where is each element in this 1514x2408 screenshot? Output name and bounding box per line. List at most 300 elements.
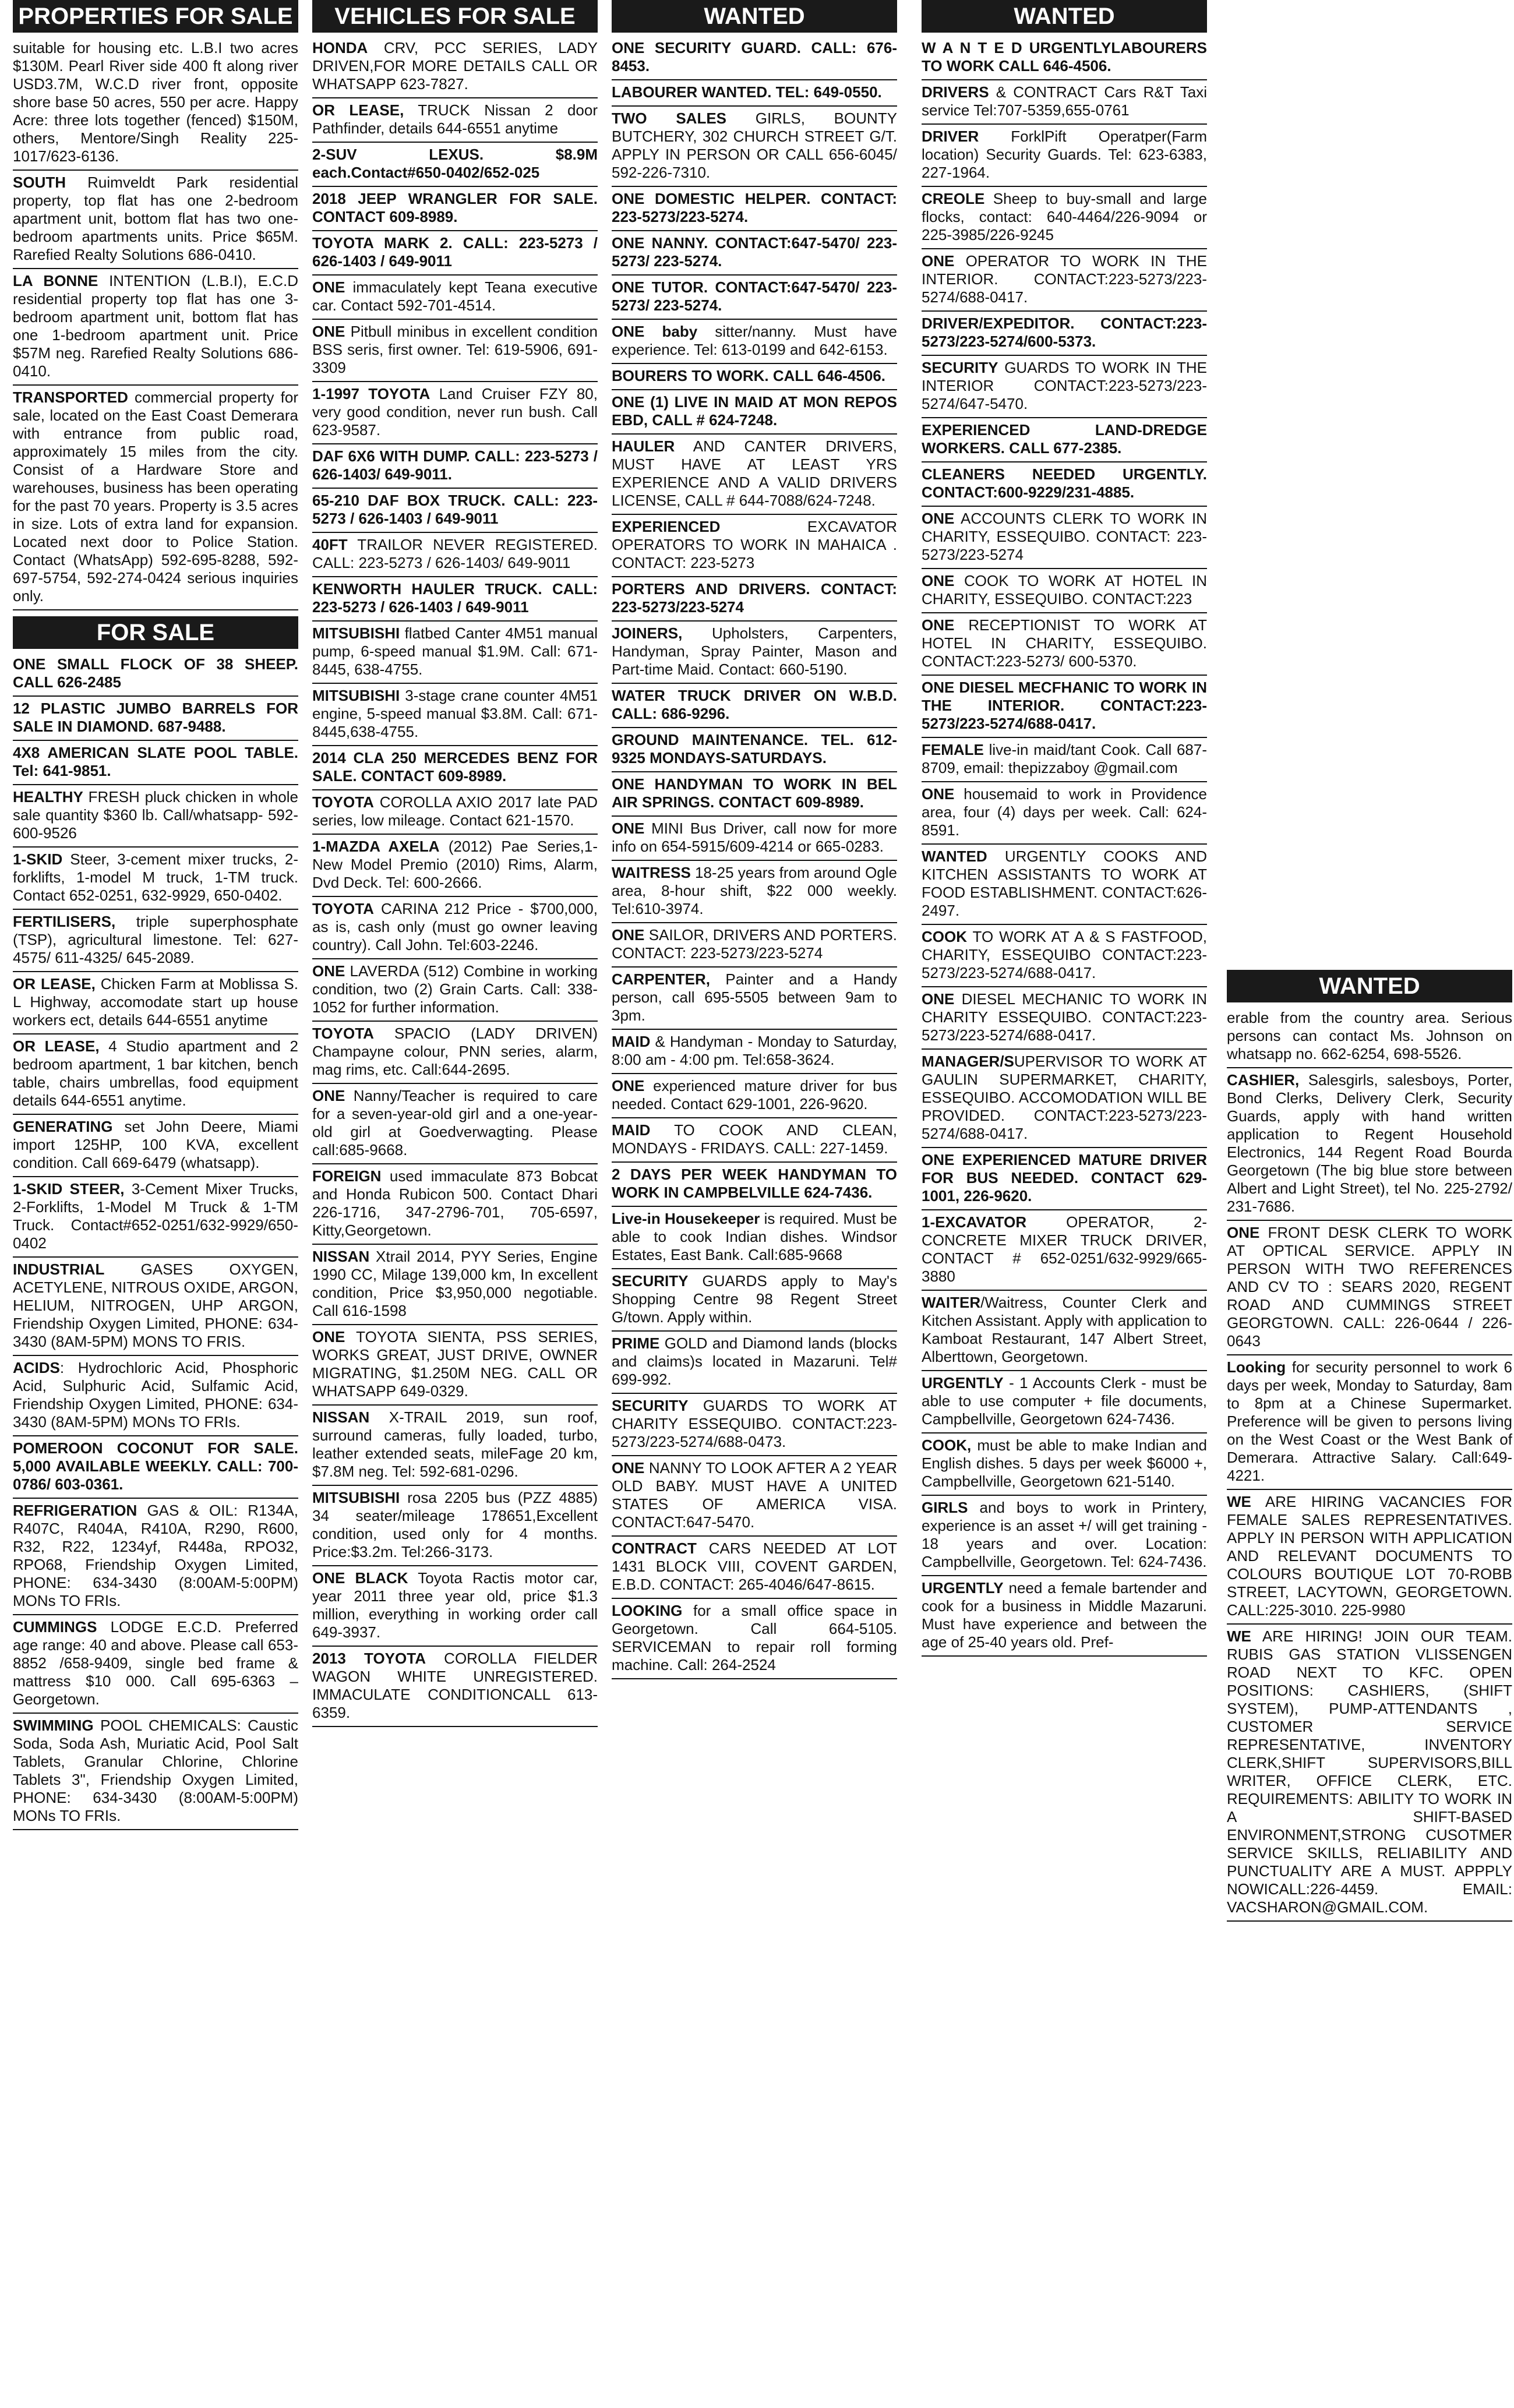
ad-body: SAILOR, DRIVERS AND PORTERS. CONTACT: 223-5273/223-5274 xyxy=(612,926,897,962)
column-4 xyxy=(919,0,1209,2408)
ad-lead: CONTRACT xyxy=(612,1540,697,1557)
classified-ad xyxy=(612,1269,897,1332)
ad-body: Ruimveldt Park residential property, top flat has one 2-bedroom apartment unit, bottom flat has two one-bedroom apartments units. Price $65M. Rarefied Realty Solutions 686-0410. xyxy=(13,174,298,263)
classified-ad xyxy=(922,312,1207,356)
ad-body: CRV, PCC SERIES, LADY DRIVEN,FOR MORE DETAILS CALL OR WHATSAPP 623-7827. xyxy=(312,39,598,93)
ad-body: rosa 2205 bus (PZZ 4885) 34 seater/mileage 178651,Excellent condition, used only for 4 months. Price:$3.2m. Tel:266-3173. xyxy=(312,1489,598,1560)
classified-ad xyxy=(612,1394,897,1456)
section-gap xyxy=(13,610,298,616)
ad-lead: 1-SKID STEER, xyxy=(13,1180,125,1198)
classified-ad xyxy=(922,1148,1207,1210)
classified-ad xyxy=(922,418,1207,462)
classified-ad xyxy=(312,143,598,187)
classified-ad xyxy=(922,462,1207,507)
ad-lead: ONE xyxy=(312,1328,345,1346)
classified-ad xyxy=(13,1436,298,1499)
classified-ad xyxy=(612,622,897,684)
ad-lead: WATER TRUCK DRIVER ON W.B.D. CALL: 686-9296. xyxy=(612,687,897,722)
classified-ad xyxy=(612,1456,897,1537)
ad-body: ACCOUNTS CLERK TO WORK IN CHARITY, ESSEQUIBO. CONTACT: 223-5273/223-5274 xyxy=(922,510,1207,563)
ad-body: : Hydrochloric Acid, Phosphoric Acid, Sulphuric Acid, Sulfamic Acid, Friendship Oxygen Limited, PHONE: 634-3430 (8AM-5PM) MONs TO FRIs. xyxy=(13,1359,298,1431)
ad-body: POOL CHEMICALS: Caustic Soda, Soda Ash, Muriatic Acid, Pool Salt Tablets, Granular Chlorine, Chlorine Tablets 3", Friendship Oxygen Limited, PHONE: 634-3430 (8:00AM-5:00PM) MONs TO FRIs. xyxy=(13,1717,298,1824)
classified-ad xyxy=(13,741,298,785)
ad-body: NANNY TO LOOK AFTER A 2 YEAR OLD BABY. MUST HAVE A UNITED STATES OF AMERICA VISA. CONTACT:647-5470. xyxy=(612,1459,897,1531)
ad-body: Painter and a Handy person, call 695-5505 between 9am to 3pm. xyxy=(612,970,897,1024)
classified-ad xyxy=(312,489,598,533)
ad-lead: 65-210 DAF BOX TRUCK. CALL: 223-5273 / 626-1403 / 649-9011 xyxy=(312,492,598,527)
ad-lead: ONE xyxy=(922,616,955,634)
ad-body: is required. Must be able to cook Indian dishes. Windsor Estates, East Bank. Call:685-9668 xyxy=(612,1210,897,1263)
ad-lead: ONE DIESEL MECFHANIC TO WORK IN THE INTERIOR. CONTACT:223-5273/223-5274/688-0417. xyxy=(922,679,1207,732)
ad-lead: TOYOTA MARK 2. CALL: 223-5273 / 626-1403 / 649-9011 xyxy=(312,234,598,270)
ad-lead: EXPERIENCED LAND-DREDGE WORKERS. CALL 677-2385. xyxy=(922,421,1207,457)
ad-lead: JOINERS, xyxy=(612,624,683,642)
classified-ad xyxy=(612,1599,897,1679)
classified-ad xyxy=(312,746,598,790)
ad-body: used immaculate 873 Bobcat and Honda Rubicon 500. Contact Dhari 226-1716, 347-2796-701, 705-6597, Kitty,Georgetown. xyxy=(312,1167,598,1239)
ad-lead: HAULER xyxy=(612,437,675,455)
classified-ad xyxy=(612,772,897,817)
classified-ad xyxy=(312,959,598,1022)
classified-ad xyxy=(312,835,598,897)
column-2 xyxy=(310,0,600,2408)
classified-ad xyxy=(1227,1355,1512,1490)
ad-lead: LOOKING xyxy=(612,1602,683,1619)
ad-body: GUARDS TO WORK AT CHARITY ESSEQUIBO. CONTACT:223-5273/223-5274/688-0473. xyxy=(612,1397,897,1450)
classified-ad xyxy=(13,910,298,972)
ad-lead: OR LEASE, xyxy=(312,101,404,119)
ad-body: TRUCK Nissan 2 door Pathfinder, details 644-6551 anytime xyxy=(312,101,598,137)
ad-body: GOLD and Diamond lands (blocks and claims)s located in Mazaruni. Tel# 699-992. xyxy=(612,1334,897,1388)
section-heading: WANTED xyxy=(922,0,1207,33)
classified-ad xyxy=(312,684,598,746)
classified-ad xyxy=(312,1566,598,1647)
ad-lead: ONE BLACK xyxy=(312,1569,408,1587)
classified-ad xyxy=(612,320,897,364)
classified-ad xyxy=(312,1406,598,1486)
column-1 xyxy=(10,0,301,2408)
ad-lead: PRIME xyxy=(612,1334,660,1352)
ad-lead: HEALTHY xyxy=(13,788,83,806)
section-heading: PROPERTIES FOR SALE xyxy=(13,0,298,33)
classified-ad xyxy=(922,1291,1207,1371)
classified-ad xyxy=(612,435,897,515)
ad-lead: LABOURER WANTED. TEL: 649-0550. xyxy=(612,83,882,101)
section-heading: WANTED xyxy=(1227,970,1512,1002)
classified-ad xyxy=(13,1115,298,1177)
ad-lead: ONE xyxy=(1227,1224,1260,1241)
classified-ad xyxy=(312,897,598,959)
ad-body: Upholsters, Carpenters, Handyman, Spray Painter, Mason and Part-time Maid. Contact: 660-5190. xyxy=(612,624,897,678)
ad-lead: GROUND MAINTENANCE. TEL. 612-9325 MONDAYS-SATURDAYS. xyxy=(612,731,897,767)
ad-body: URGENTLY COOKS AND KITCHEN ASSISTANTS TO WORK AT FOOD ESTABLISHMENT. CONTACT:626-2497. xyxy=(922,848,1207,919)
classified-ad xyxy=(13,1356,298,1436)
classified-ad xyxy=(1227,1490,1512,1625)
ad-body: X-TRAIL 2019, sun roof, surround cameras, fully loaded, turbo, leather extended seats, mileFage 20 km, $7.8M neg. Tel: 592-681-0296. xyxy=(312,1408,598,1480)
classified-ad xyxy=(312,36,598,98)
ad-body: GASES OXYGEN, ACETYLENE, NITROUS OXIDE, ARGON, HELIUM, NITROGEN, UHP ARGON, Friendship Oxygen Limited, PHONE: 634-3430 (8AM-5PM) MONS TO FRIS. xyxy=(13,1261,298,1350)
classified-ad xyxy=(612,684,897,728)
ad-lead: SWIMMING xyxy=(13,1717,94,1734)
ad-body: RECEPTIONIST TO WORK AT HOTEL IN CHARITY, ESSEQUIBO. CONTACT:223-5273/ 600-5370. xyxy=(922,616,1207,670)
classified-ad xyxy=(922,782,1207,845)
ad-body: GUARDS TO WORK IN THE INTERIOR CONTACT:223-5273/223-5274/647-5470. xyxy=(922,359,1207,412)
section-heading: FOR SALE xyxy=(13,616,298,649)
classified-ad xyxy=(1227,1006,1512,1068)
ad-body: live-in maid/tant Cook. Call 687-8709, email: thepizzaboy @gmail.com xyxy=(922,741,1207,776)
ad-lead: 1-1997 TOYOTA xyxy=(312,385,430,402)
classified-ad xyxy=(612,577,897,622)
ad-lead: DRIVERS xyxy=(922,83,989,101)
classified-ad xyxy=(312,320,598,382)
ad-body: LODGE E.C.D. Preferred age range: 40 and above. Please call 653-8852 /658-9409, single bed frame & mattress $10 000. Call 695-6363 – Georgetown. xyxy=(13,1618,298,1708)
ad-body: FRESH pluck chicken in whole sale quantity $360 lb. Call/whatsapp- 592-600-9526 xyxy=(13,788,298,842)
ad-body: 3-stage crane counter 4M51 engine, 5-speed manual $3.8M. Call: 671-8445,638-4755. xyxy=(312,687,598,740)
classified-ad xyxy=(612,80,897,107)
ad-lead: ONE xyxy=(612,820,645,837)
ad-lead: ONE SMALL FLOCK OF 38 SHEEP. CALL 626-2485 xyxy=(13,655,298,691)
classified-ad xyxy=(612,1332,897,1394)
column-5-blank-space xyxy=(1227,0,1512,970)
ad-lead: DRIVER/EXPEDITOR. CONTACT:223-5273/223-5274/600-5373. xyxy=(922,315,1207,350)
classified-ad xyxy=(612,817,897,861)
classified-ad xyxy=(312,444,598,489)
ad-lead: SECURITY xyxy=(612,1397,689,1414)
ad-lead: URGENTLY xyxy=(922,1579,1004,1597)
ad-body: OPERATOR, 2- CONCRETE MIXER TRUCK DRIVER, CONTACT # 652-0251/632-9929/665-3880 xyxy=(922,1213,1207,1285)
ad-body: & CONTRACT Cars R&T Taxi service Tel:707-5359,655-0761 xyxy=(922,83,1207,119)
classified-ad xyxy=(312,276,598,320)
ad-body: TO WORK AT A & S FASTFOOD, CHARITY, ESSEQUIBO CONTACT:223-5273/223-5274/688-0417. xyxy=(922,928,1207,981)
classified-ad xyxy=(312,1164,598,1245)
ad-lead: SECURITY xyxy=(922,359,998,376)
classified-ad xyxy=(922,676,1207,738)
section-gap xyxy=(612,1679,897,1685)
classified-ad xyxy=(612,1537,897,1599)
classified-ad xyxy=(312,98,598,143)
classified-ad xyxy=(922,1496,1207,1576)
classified-ad xyxy=(312,187,598,231)
ad-lead: MITSUBISHI xyxy=(312,687,400,704)
ad-lead: 1-EXCAVATOR xyxy=(922,1213,1027,1231)
classified-ad xyxy=(13,1499,298,1615)
ad-lead: 12 PLASTIC JUMBO BARRELS FOR SALE IN DIAMOND. 687-9488. xyxy=(13,700,298,735)
ad-lead: TWO SALES xyxy=(612,110,727,127)
ad-body: GAS & OIL: R134A, R407C, R404A, R410A, R290, R600, R32, R22, 1234yf, R448a, RPO32, RPO68, Friendship Oxygen Limited, PHONE: 634-3430 (8:00AM-5:00PM) MONs TO FRIs. xyxy=(13,1502,298,1609)
ad-lead: OR LEASE, xyxy=(13,1037,100,1055)
classified-ad xyxy=(922,125,1207,187)
ad-body: need a female bartender and cook for a business in Middle Mazaruni. Must have experience and between the age of 25-40 years old. Pref- xyxy=(922,1579,1207,1651)
classified-ad xyxy=(612,36,897,80)
ad-body: CARS NEEDED AT LOT 1431 BLOCK VIII, COVENT GARDEN, E.B.D. CONTACT: 265-4046/647-8615. xyxy=(612,1540,897,1593)
ad-body: TRAILOR NEVER REGISTERED. CALL: 223-5273 / 626-1403/ 649-9011 xyxy=(312,536,598,571)
ad-body: LAVERDA (512) Combine in working condition, two (2) Grain Carts. Call: 338-1052 for further information. xyxy=(312,962,598,1016)
classified-ad xyxy=(13,1714,298,1830)
ad-body: 4 Studio apartment and 2 bedroom apartment, 1 bar kitchen, bench table, chairs umbrellas, food equipment details 644-6551 anytime. xyxy=(13,1037,298,1109)
classified-ad xyxy=(612,231,897,276)
section-gap xyxy=(1227,1922,1512,1927)
classified-ad xyxy=(922,845,1207,925)
ad-body: ForklPift Operatper(Farm location) Security Guards. Tel: 623-6383, 227-1964. xyxy=(922,128,1207,181)
ad-lead: OR LEASE, xyxy=(13,975,96,993)
ad-lead: ONE baby xyxy=(612,323,698,340)
ad-body: CARINA 212 Price - $700,000, as is, cash only (must go owner leaving country). Call John. Tel:603-2246. xyxy=(312,900,598,954)
ad-lead: 2018 JEEP WRANGLER FOR SALE. CONTACT 609-8989. xyxy=(312,190,598,225)
classified-ad xyxy=(612,1030,897,1074)
ad-lead: POMEROON COCONUT FOR SALE. 5,000 AVAILABLE WEEKLY. CALL: 700-0786/ 603-0361. xyxy=(13,1439,298,1493)
ad-lead: CREOLE xyxy=(922,190,985,207)
ad-lead: ACIDS xyxy=(13,1359,60,1376)
ad-lead: TOYOTA xyxy=(312,900,374,917)
ad-lead: URGENTLY xyxy=(922,1374,1004,1392)
classified-ad xyxy=(922,1576,1207,1657)
ad-body: Xtrail 2014, PYY Series, Engine 1990 CC, Milage 139,000 km, In excellent condition, Price $3,950,000 negotiable. Call 616-1598 xyxy=(312,1248,598,1319)
ad-lead: NISSAN xyxy=(312,1408,370,1426)
classified-ad xyxy=(312,1245,598,1325)
ad-lead: ONE xyxy=(612,1459,645,1477)
section-gap xyxy=(922,1657,1207,1662)
classified-ad xyxy=(13,269,298,386)
ad-body: (2012) Pae Series,1- New Model Premio (2010) Rims, Alarm, Dvd Deck. Tel: 600-2666. xyxy=(312,838,598,891)
classified-ad xyxy=(612,1118,897,1163)
classified-ad xyxy=(312,577,598,622)
ad-lead: SECURITY xyxy=(612,1272,689,1290)
ad-lead: ONE xyxy=(922,990,955,1008)
classified-ad xyxy=(612,1207,897,1269)
ad-lead: WAITER xyxy=(922,1294,981,1311)
classified-ad xyxy=(13,785,298,848)
classified-ad xyxy=(312,790,598,835)
classified-ad xyxy=(13,36,298,171)
ad-lead: MITSUBISHI xyxy=(312,1489,400,1506)
ad-body: AND CANTER DRIVERS, MUST HAVE AT LEAST YRS EXPERIENCE AND A VALID DRIVERS LICENSE, CALL # 644-7088/624-7248. xyxy=(612,437,897,509)
ad-body: must be able to make Indian and English dishes. 5 days per week $6000 +, Campbellville, Georgetown 621-5140. xyxy=(922,1436,1207,1490)
ad-body: COOK TO WORK AT HOTEL IN CHARITY, ESSEQUIBO. CONTACT:223 xyxy=(922,572,1207,608)
classified-ad xyxy=(922,613,1207,676)
classified-ad xyxy=(612,276,897,320)
ad-body: commercial property for sale, located on the East Coast Demerara with entrance from public road, approximately 15 miles from the city. Consist of a Hardware Store and warehouses, business has been operating for the past 70 years. Property is 3.5 acres in size. Lots of extra land for expansion. Located next door to Police Station. Contact (WhatsApp) 592-695-8288, 592-697-5754, 592-274-0424 serious inquiries only. xyxy=(13,389,298,605)
ad-body: Salesgirls, salesboys, Porter, Bond Clerks, Delivery Clerk, Security Guards, apply with hand written application to Regent Household Electronics, 144 Regent Road Bourda Georgetown (The big blue store between Albert and Light Street), tel No. 225-2792/ 231-7686. xyxy=(1227,1071,1512,1215)
ad-body: Nanny/Teacher is required to care for a seven-year-old girl and a one-year-old girl at Goedverwagting. Please call:685-9668. xyxy=(312,1087,598,1159)
ad-lead: MANAGER/S xyxy=(922,1053,1014,1070)
ad-lead: MITSUBISHI xyxy=(312,624,400,642)
ad-lead: WE xyxy=(1227,1493,1251,1510)
classified-ad xyxy=(312,1647,598,1727)
ad-lead: 2014 CLA 250 MERCEDES BENZ FOR SALE. CONTACT 609-8989. xyxy=(312,749,598,785)
ad-body: experienced mature driver for bus needed. Contact 629-1001, 226-9620. xyxy=(612,1077,897,1113)
ad-lead: Live-in Housekeeper xyxy=(612,1210,760,1227)
classified-ad xyxy=(1227,1068,1512,1221)
classified-ad xyxy=(922,80,1207,125)
ad-lead: CASHIER, xyxy=(1227,1071,1300,1089)
ad-lead: ONE (1) LIVE IN MAID AT MON REPOS EBD, CALL # 624-7248. xyxy=(612,393,897,429)
ad-lead: 1-MAZDA AXELA xyxy=(312,838,440,855)
ad-body: suitable for housing etc. L.B.I two acres $130M. Pearl River side 400 ft along river USD3.7M, W.C.D river front, opposite shore base 50 acres, 550 per acre. Happy Acre: three lots together (fenced) $150M, others, Mentore/Singh Reality 225-1017/623-6136. xyxy=(13,39,298,165)
ad-lead: KENWORTH HAULER TRUCK. CALL: 223-5273 / 626-1403 / 649-9011 xyxy=(312,580,598,616)
ad-lead: MAID xyxy=(612,1033,651,1050)
ad-lead: INDUSTRIAL xyxy=(13,1261,105,1278)
ad-body: TOYOTA SIENTA, PSS SERIES, WORKS GREAT, JUST DRIVE, OWNER MIGRATING, $1.250M NEG. CALL OR WHATSAPP 649-0329. xyxy=(312,1328,598,1400)
ad-lead: EXPERIENCED xyxy=(612,518,721,535)
ad-body: MINI Bus Driver, call now for more info on 654-5915/609-4214 or 665-0283. xyxy=(612,820,897,855)
classified-ad xyxy=(13,171,298,269)
classified-ad xyxy=(922,507,1207,569)
classified-ad xyxy=(312,1022,598,1084)
ad-lead: FERTILISERS, xyxy=(13,913,116,930)
classified-ad xyxy=(312,533,598,577)
classified-ad xyxy=(612,1163,897,1207)
ad-body: ARE HIRING VACANCIES FOR FEMALE SALES REPRESENTATIVES. APPLY IN PERSON WITH APPLICATION AND RELEVANT DOCUMENTS TO COLOURS BOUTIQUE LOT 70-ROBB STREET, LACYTOWN, GEORGETOWN. CALL:225-3010. 225-9980 xyxy=(1227,1493,1512,1619)
classified-ad xyxy=(13,972,298,1034)
classified-ad xyxy=(922,36,1207,80)
classified-ad xyxy=(1227,1625,1512,1922)
ad-body: COROLLA AXIO 2017 late PAD series, low mileage. Contact 621-1570. xyxy=(312,793,598,829)
classified-ad xyxy=(922,356,1207,418)
ad-body: FRONT DESK CLERK TO WORK AT OPTICAL SERVICE. APPLY IN PERSON WITH TWO REFERENCES AND CV TO : SEARS 2020, REGENT ROAD AND CUMMINGS STREET GEORGTOWN. CALL: 226-0644 / 226-0643 xyxy=(1227,1224,1512,1350)
classified-ad xyxy=(1227,1221,1512,1355)
ad-lead: ONE NANNY. CONTACT:647-5470/ 223-5273/ 223-5274. xyxy=(612,234,897,270)
ad-lead: COOK, xyxy=(922,1436,972,1454)
ad-lead: ONE TUTOR. CONTACT:647-5470/ 223-5273/ 223-5274. xyxy=(612,278,897,314)
classified-ad xyxy=(312,1486,598,1566)
ad-lead: GIRLS xyxy=(922,1499,968,1516)
ad-lead: CUMMINGS xyxy=(13,1618,97,1636)
ad-lead: WAITRESS xyxy=(612,864,691,881)
classified-ad xyxy=(612,187,897,231)
classified-ad xyxy=(922,1050,1207,1148)
classified-ad xyxy=(312,231,598,276)
ad-lead: WANTED xyxy=(922,848,987,865)
ad-lead: WE xyxy=(1227,1627,1251,1645)
ad-body: & Handyman - Monday to Saturday, 8:00 am - 4:00 pm. Tel:658-3624. xyxy=(612,1033,897,1068)
classified-ad xyxy=(922,187,1207,249)
ad-lead: CLEANERS NEEDED URGENTLY. CONTACT:600-9229/231-4885. xyxy=(922,465,1207,501)
ad-body: Land Cruiser FZY 80, very good condition, never run bush. Call 623-9587. xyxy=(312,385,598,439)
ad-body: UPERVISOR TO WORK AT GAULIN SUPERMARKET, CHARITY, ESSEQUIBO. ACCOMODATION WILL BE PROVIDED. CONTACT:223-5273/223-5274/688-0417. xyxy=(922,1053,1207,1142)
ad-body: - 1 Accounts Clerk - must be able to use computer + file documents, Campbellville, Georgetown 624-7436. xyxy=(922,1374,1207,1428)
classified-ad xyxy=(612,390,897,435)
ad-lead: 2-SUV LEXUS. $8.9M each.Contact#650-0402/652-025 xyxy=(312,146,598,181)
ad-lead: CARPENTER, xyxy=(612,970,711,988)
ad-body: Chicken Farm at Moblissa S. L Highway, accomodate start up house workers ect, details 644-6551 anytime xyxy=(13,975,298,1029)
ad-body: GUARDS apply to May's Shopping Centre 98 Regent Street G/town. Apply within. xyxy=(612,1272,897,1326)
classified-ad xyxy=(922,987,1207,1050)
ad-lead: 40FT xyxy=(312,536,348,553)
ad-body: Toyota Ractis motor car, year 2011 three year old, price $1.3 million, everything in working order call 649-3937. xyxy=(312,1569,598,1641)
ad-lead: ONE DOMESTIC HELPER. CONTACT: 223-5273/223-5274. xyxy=(612,190,897,225)
classified-ad xyxy=(922,925,1207,987)
ad-body: triple superphosphate (TSP), agricultural limestone. Tel: 627-4575/ 611-4325/ 645-2089. xyxy=(13,913,298,966)
ad-body: Pitbull minibus in excellent condition BSS seris, first owner. Tel: 619-5906, 691-3309 xyxy=(312,323,598,376)
classified-ad xyxy=(312,622,598,684)
ad-lead: ONE EXPERIENCED MATURE DRIVER FOR BUS NEEDED. CONTACT 629-1001, 226-9620. xyxy=(922,1151,1207,1205)
ad-lead: ONE xyxy=(312,1087,345,1104)
ad-body: GIRLS, BOUNTY BUTCHERY, 302 CHURCH STREET G/T. APPLY IN PERSON OR CALL 656-6045/ 592-226-7310. xyxy=(612,110,897,181)
ad-body: COROLLA FIELDER WAGON WHITE UNREGISTERED. IMMACULATE CONDITIONCALL 613-6359. xyxy=(312,1650,598,1721)
column-3 xyxy=(609,0,899,2408)
ad-lead: ONE xyxy=(922,510,955,527)
ad-lead: DRIVER xyxy=(922,128,979,145)
classified-ad xyxy=(612,515,897,577)
section-heading: VEHICLES FOR SALE xyxy=(312,0,598,33)
classified-ad xyxy=(13,848,298,910)
classified-ad xyxy=(13,1177,298,1258)
ad-lead: LA BONNE xyxy=(13,272,98,289)
ad-body: 18-25 years from around Ogle area, 8-hour shift, $22 000 weekly. Tel:610-3974. xyxy=(612,864,897,917)
ad-lead: NISSAN xyxy=(312,1248,370,1265)
ad-lead: Looking xyxy=(1227,1358,1286,1376)
ad-lead: COOK xyxy=(922,928,967,945)
classified-ad xyxy=(922,249,1207,312)
ad-body: EXCAVATOR OPERATORS TO WORK IN MAHAICA . CONTACT: 223-5273 xyxy=(612,518,897,571)
ad-lead: ONE xyxy=(312,962,345,980)
classified-ad xyxy=(13,1615,298,1714)
classified-ad xyxy=(922,1210,1207,1291)
ad-body: 3-Cement Mixer Trucks, 2-Forklifts, 1-Model M Truck & 1-TM Truck. Contact#652-0251/632-9929/650-0402 xyxy=(13,1180,298,1252)
ad-lead: TRANSPORTED xyxy=(13,389,128,406)
ad-body: set John Deere, Miami import 125HP, 100 KVA, excellent condition. Call 669-6479 (whatsapp). xyxy=(13,1118,298,1171)
ad-body: erable from the country area. Serious persons can contact Ms. Johnson on whatsapp no. 662-6254, 698-5526. xyxy=(1227,1009,1512,1062)
classified-ad xyxy=(312,1325,598,1406)
ad-body: TO COOK AND CLEAN, MONDAYS - FRIDAYS. CALL: 227-1459. xyxy=(612,1121,897,1157)
ad-body: flatbed Canter 4M51 manual pump, 6-speed manual $1.9M. Call: 671-8445, 638-4755. xyxy=(312,624,598,678)
ad-lead: GENERATING xyxy=(13,1118,113,1135)
ad-lead: ONE HANDYMAN TO WORK IN BEL AIR SPRINGS. CONTACT 609-8989. xyxy=(612,775,897,811)
classified-ad xyxy=(612,861,897,923)
ad-lead: TOYOTA xyxy=(312,1025,374,1042)
classified-ad xyxy=(922,569,1207,613)
ad-lead: FOREIGN xyxy=(312,1167,382,1185)
ad-body: /Waitress, Counter Clerk and Kitchen Assistant. Apply with application to Kamboat Restaurant, 147 Albert Street, Alberttown, Georgetown. xyxy=(922,1294,1207,1365)
classified-ad xyxy=(612,364,897,390)
ad-body: and boys to work in Printery, experience is an asset +/ will get training - 18 years and over. Location: Campbellville, Georgetown. Tel: 624-7436. xyxy=(922,1499,1207,1570)
classified-ad xyxy=(612,107,897,187)
ad-lead: BOURERS TO WORK. CALL 646-4506. xyxy=(612,367,886,384)
ad-lead: 2013 TOYOTA xyxy=(312,1650,426,1667)
ad-body: INTENTION (L.B.I), E.C.D residential property top flat has one 3-bedroom apartment unit, bottom flat has one 1-bedroom apartment unit. Price $57M neg. Rarefied Realty Solutions 686-0410. xyxy=(13,272,298,380)
classified-ad xyxy=(922,1433,1207,1496)
ad-lead: HONDA xyxy=(312,39,368,57)
ad-lead: DAF 6X6 WITH DUMP. CALL: 223-5273 / 626-1403/ 649-9011. xyxy=(312,447,598,483)
ad-lead: 1-SKID xyxy=(13,850,63,868)
ad-lead: ONE xyxy=(612,926,645,944)
ad-lead: TOYOTA xyxy=(312,793,374,811)
classified-ad xyxy=(13,697,298,741)
ad-lead: ONE xyxy=(312,323,345,340)
section-gap xyxy=(13,1830,298,1836)
classified-ad xyxy=(612,923,897,968)
classified-ad xyxy=(13,386,298,610)
ad-body: Steer, 3-cement mixer trucks, 2-forklifts, 1-model M truck, 1-TM truck. Contact 652-0251, 632-9929, 650-0402. xyxy=(13,850,298,904)
ad-body: for security personnel to work 6 days per week, Monday to Saturday, 8am to 8pm at a Chinese Supermarket. Preference will be given to persons living on the West Coast or the West Bank of Demerara. Attractive Salary. Call:649-4221. xyxy=(1227,1358,1512,1484)
ad-body: housemaid to work in Providence area, four (4) days per week. Call: 624-8591. xyxy=(922,785,1207,839)
ad-body: for a small office space in Georgetown. Call 664-5105. SERVICEMAN to repair roll forming machine. Call: 264-2524 xyxy=(612,1602,897,1673)
classified-ad xyxy=(13,1034,298,1115)
classified-ad xyxy=(312,1084,598,1164)
ad-body: sitter/nanny. Must have experience. Tel: 613-0199 and 642-6153. xyxy=(612,323,898,358)
ad-lead: 4X8 AMERICAN SLATE POOL TABLE. Tel: 641-9851. xyxy=(13,744,298,779)
section-heading: WANTED xyxy=(612,0,897,33)
ad-lead: ONE xyxy=(922,785,955,803)
classified-ad xyxy=(312,382,598,444)
section-gap xyxy=(312,1727,598,1733)
ad-lead: W A N T E D URGENTLYLABOURERS TO WORK CALL 646-4506. xyxy=(922,39,1207,75)
ad-lead: FEMALE xyxy=(922,741,984,758)
ad-lead: ONE xyxy=(612,1077,645,1094)
ad-body: DIESEL MECHANIC TO WORK IN CHARITY ESSEQUIBO. CONTACT:223-5273/223-5274/688-0417. xyxy=(922,990,1207,1044)
ad-lead: MAID xyxy=(612,1121,651,1139)
ad-body: SPACIO (LADY DRIVEN) Champayne colour, PNN series, alarm, mag rims, etc. Call:644-2695. xyxy=(312,1025,598,1078)
